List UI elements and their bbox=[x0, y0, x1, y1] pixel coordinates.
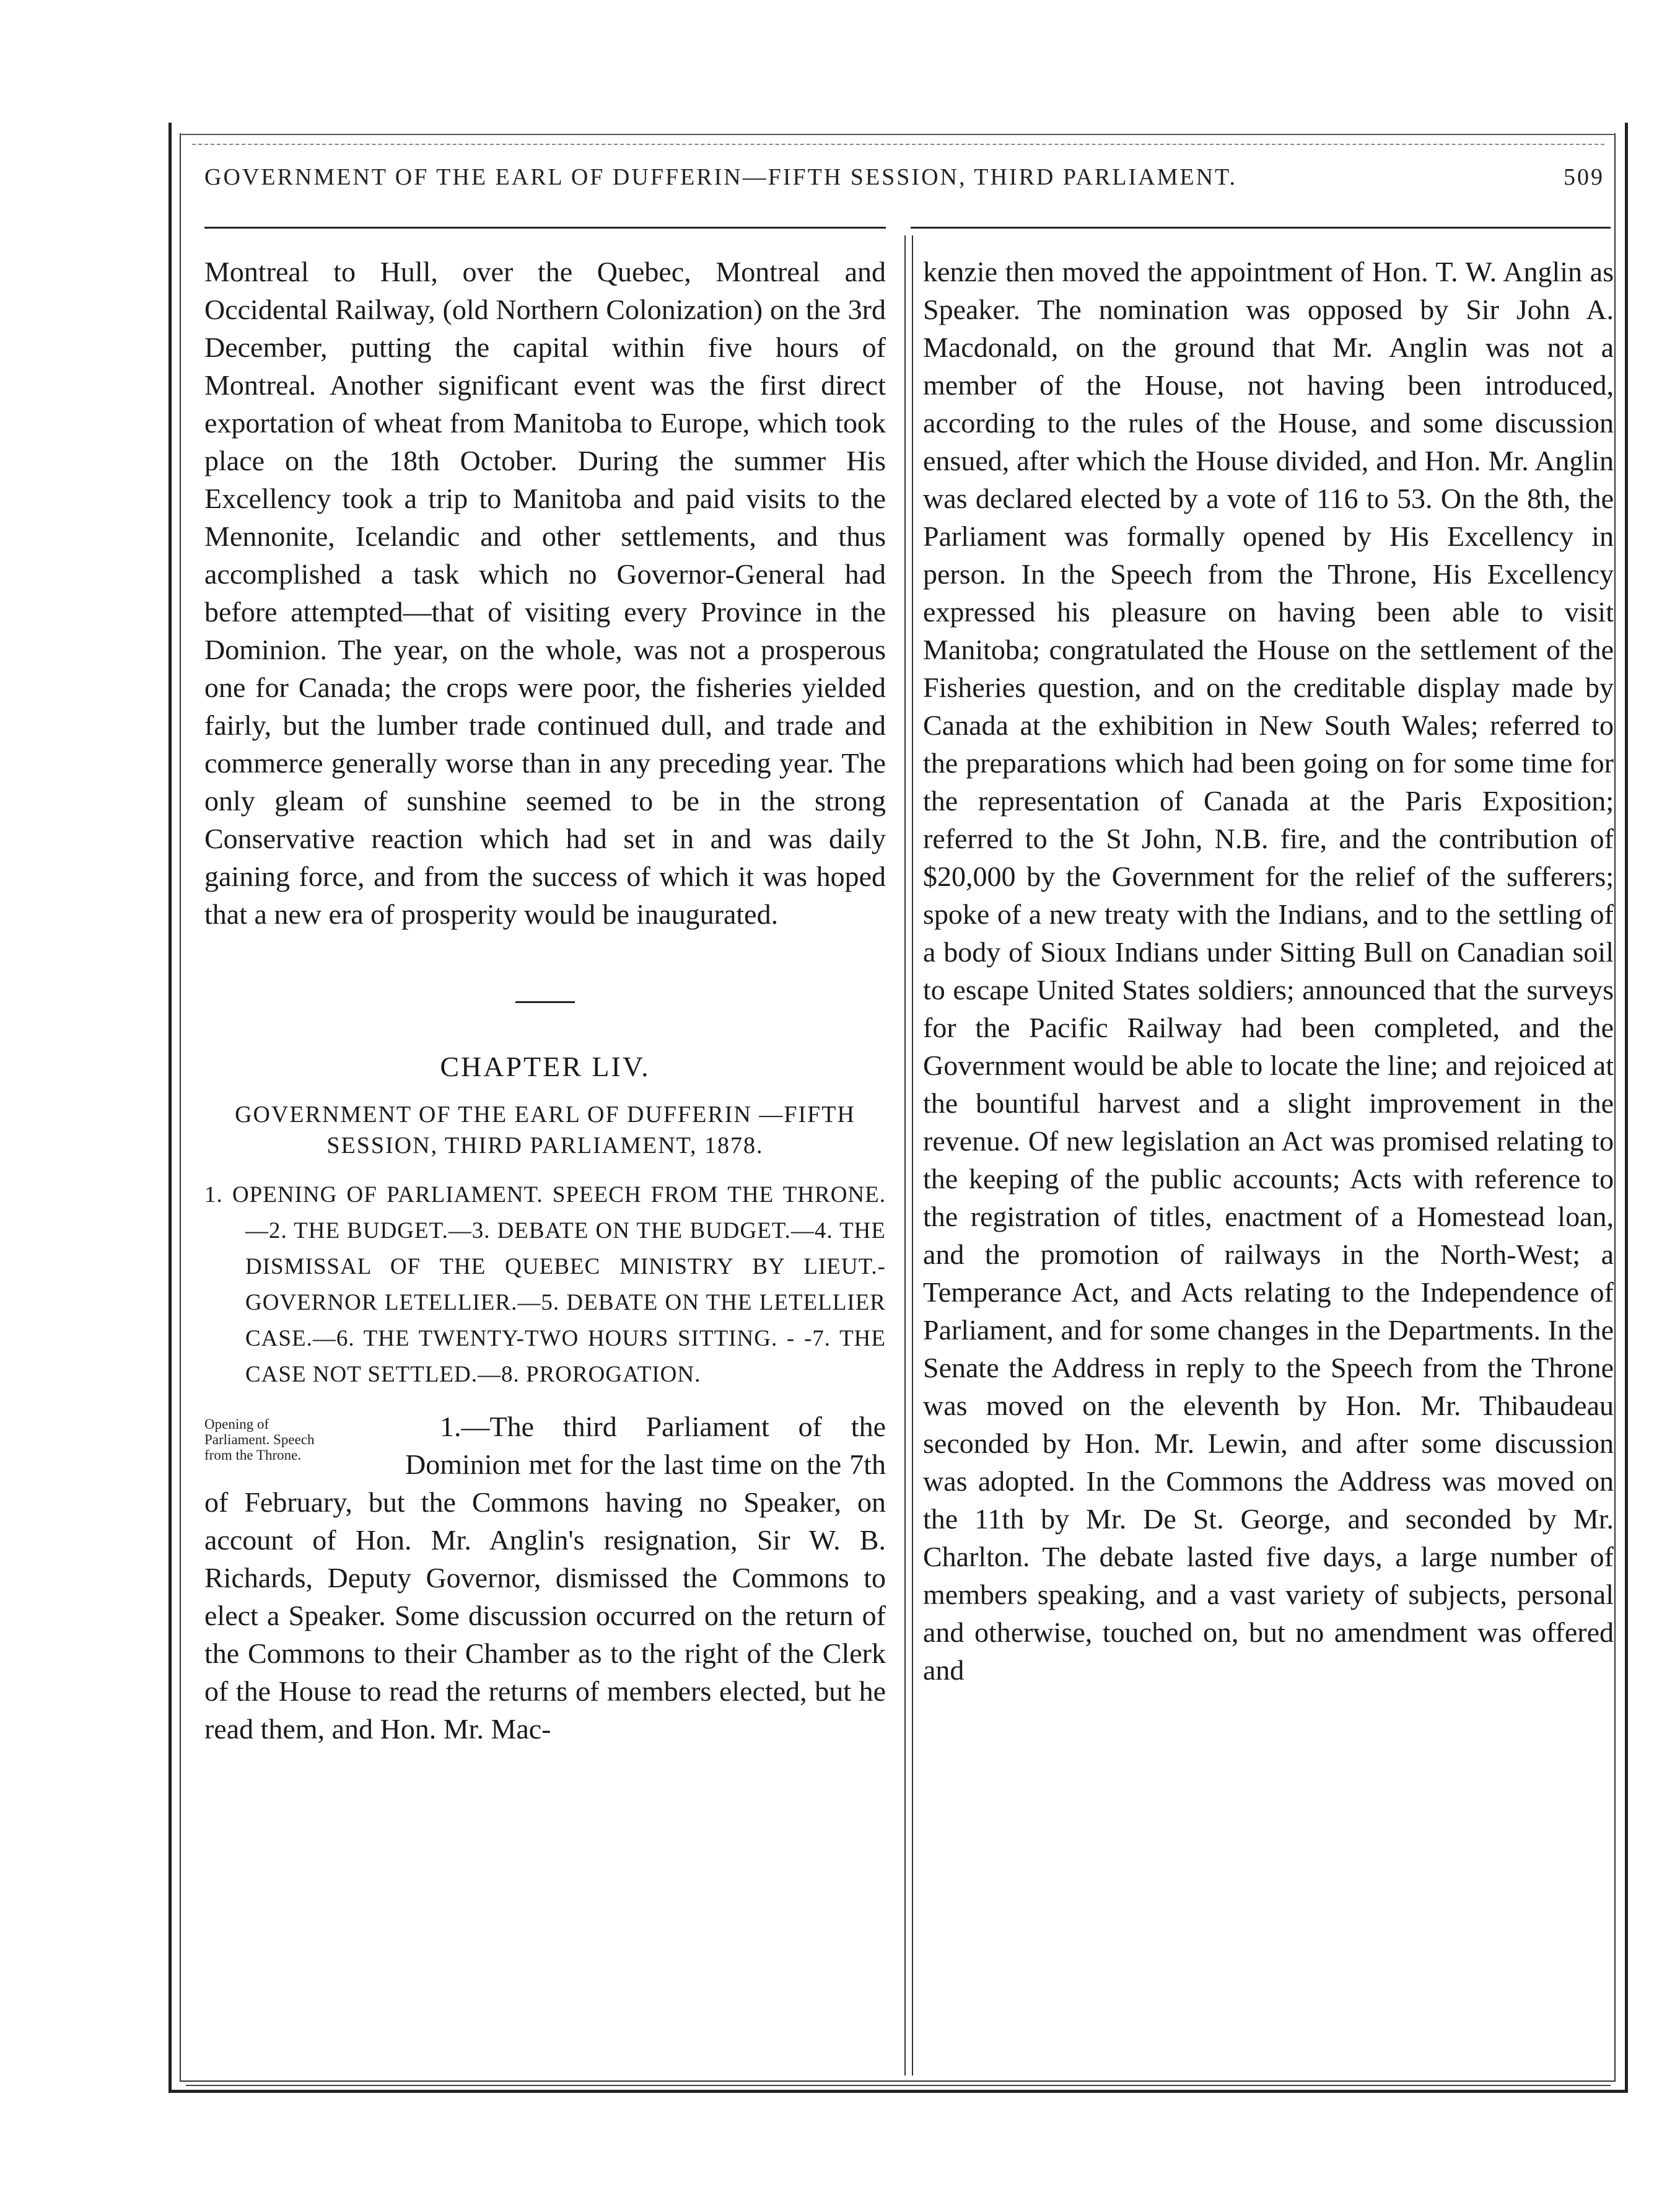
section-divider bbox=[515, 1001, 575, 1003]
right-column-paragraph: kenzie then moved the appointment of Hon. T. W. Anglin as Speaker. The nomination was opposed by Sir John A. Macdonald, on the ground that Mr. Anglin was not a member of the House, not having been introduced, according to the rules of the House, and some discussion ensued, after which the House divided, and Hon. Mr. Anglin was declared elected by a vote of 116 to 53. On the 8th, the Parliament was formally opened by His Excellency in person. In the Speech from the Throne, His Excellency expressed his pleasure on having been able to visit Manitoba; congratulated the House on the settlement of the Fisheries question, and on the creditable display made by Canada at the exhibition in New South Wales; referred to the preparations which had been going on for some time for the representation of Canada at the Paris Exposition; referred to the St John, N.B. fire, and the contribution of $20,000 by the Government for the relief of the sufferers; spoke of a new treaty with the Indians, and to the settling of a body of Sioux Indians under Sitting Bull on Canadian soil to escape United States soldiers; announced that the surveys for the Pacific Railway had been completed, and the Government would be able to locate the line; and rejoiced at the bountiful harvest and a slight improvement in the revenue. Of new legislation an Act was promised relating to the keeping of the public accounts; Acts with reference to the registration of titles, enactment of a Homestead loan, and the promotion of railways in the North-West; a Temperance Act, and Acts relating to the Independence of Parliament, and for some changes in the Departments. In the Senate the Address in reply to the Speech from the Throne was moved on the eleventh by Hon. Mr. Thibaudeau seconded by Hon. Mr. Lewin, and after some discussion was adopted. In the Commons the Address was moved on the 11th by Mr. De St. George, and seconded by Mr. Charlton. The debate lasted five days, a large number of members speaking, and a vast variety of subjects, personal and otherwise, touched on, but no amendment was offered and bbox=[923, 256, 1614, 1686]
right-column bbox=[923, 253, 1614, 1689]
chapter-synopsis: 1. OPENING OF PARLIAMENT. SPEECH FROM THE THRONE.—2. THE BUDGET.—3. DEBATE ON THE BUDGET.—4. THE DISMISSAL OF THE QUEBEC MINISTRY BY LIEUT.-GOVERNOR LETELLIER.—5. DEBATE ON THE LETELLIER CASE.—6. THE TWENTY-TWO HOURS SITTING. - -7. THE CASE NOT SETTLED.—8. PROROGATION. bbox=[204, 1182, 886, 1387]
header-rule-left bbox=[204, 227, 886, 229]
top-dashed-rule bbox=[192, 144, 1604, 145]
column-separator bbox=[904, 235, 906, 2076]
running-head bbox=[204, 164, 1604, 191]
top-rule bbox=[180, 134, 1616, 135]
margin-note-line: Opening of bbox=[204, 1416, 269, 1432]
chapter-heading: CHAPTER LIV. bbox=[440, 1051, 650, 1082]
page-number: 509 bbox=[1564, 164, 1604, 190]
left-column bbox=[204, 253, 886, 1748]
running-title: GOVERNMENT OF THE EARL OF DUFFERIN—FIFTH SESSION, THIRD PARLIAMENT. bbox=[204, 164, 1237, 190]
body-paragraph: 1.—The third Parliament of the Dominion met for the last time on the 7th of February, but the Commons having no Speaker, on account of Hon. Mr. Anglin's resignation, Sir W. B. Richards, Deputy Governor, dismissed the Commons to elect a Speaker. Some discussion occurred on the return of the Commons to their Chamber as to the right of the Clerk of the House to read the returns of members elected, but he read them, and Hon. Mr. Mac- bbox=[204, 1411, 886, 1745]
column-separator-double bbox=[912, 235, 913, 2076]
header-rule-right bbox=[911, 227, 1611, 229]
margin-note-line: Parliament. Speech bbox=[204, 1432, 315, 1447]
bottom-rule bbox=[186, 2085, 1611, 2086]
chapter-subtitle: GOVERNMENT OF THE EARL OF DUFFERIN —FIFTH SESSION, THIRD PARLIAMENT, 1878. bbox=[235, 1102, 855, 1159]
continued-paragraph: Montreal to Hull, over the Quebec, Montreal and Occidental Railway, (old Northern Colonization) on the 3rd December, putting the capital within five hours of Montreal. Another significant event was the first direct exportation of wheat from Manitoba to Europe, which took place on the 18th October. During the summer His Excellency took a trip to Manitoba and paid visits to the Mennonite, Icelandic and other settlements, and thus accomplished a task which no Governor-General had before attempted—that of visiting every Province in the Dominion. The year, on the whole, was not a prosperous one for Canada; the crops were poor, the fisheries yielded fairly, but the lumber trade continued dull, and trade and commerce generally worse than in any preceding year. The only gleam of sunshine seemed to be in the strong Conservative reaction which had set in and was daily gaining force, and from the success of which it was hoped that a new era of prosperity would be inaugurated. bbox=[204, 256, 886, 930]
margin-note-line: from the Throne. bbox=[204, 1447, 302, 1463]
body-section bbox=[204, 1408, 886, 1748]
margin-note bbox=[204, 1416, 390, 1463]
